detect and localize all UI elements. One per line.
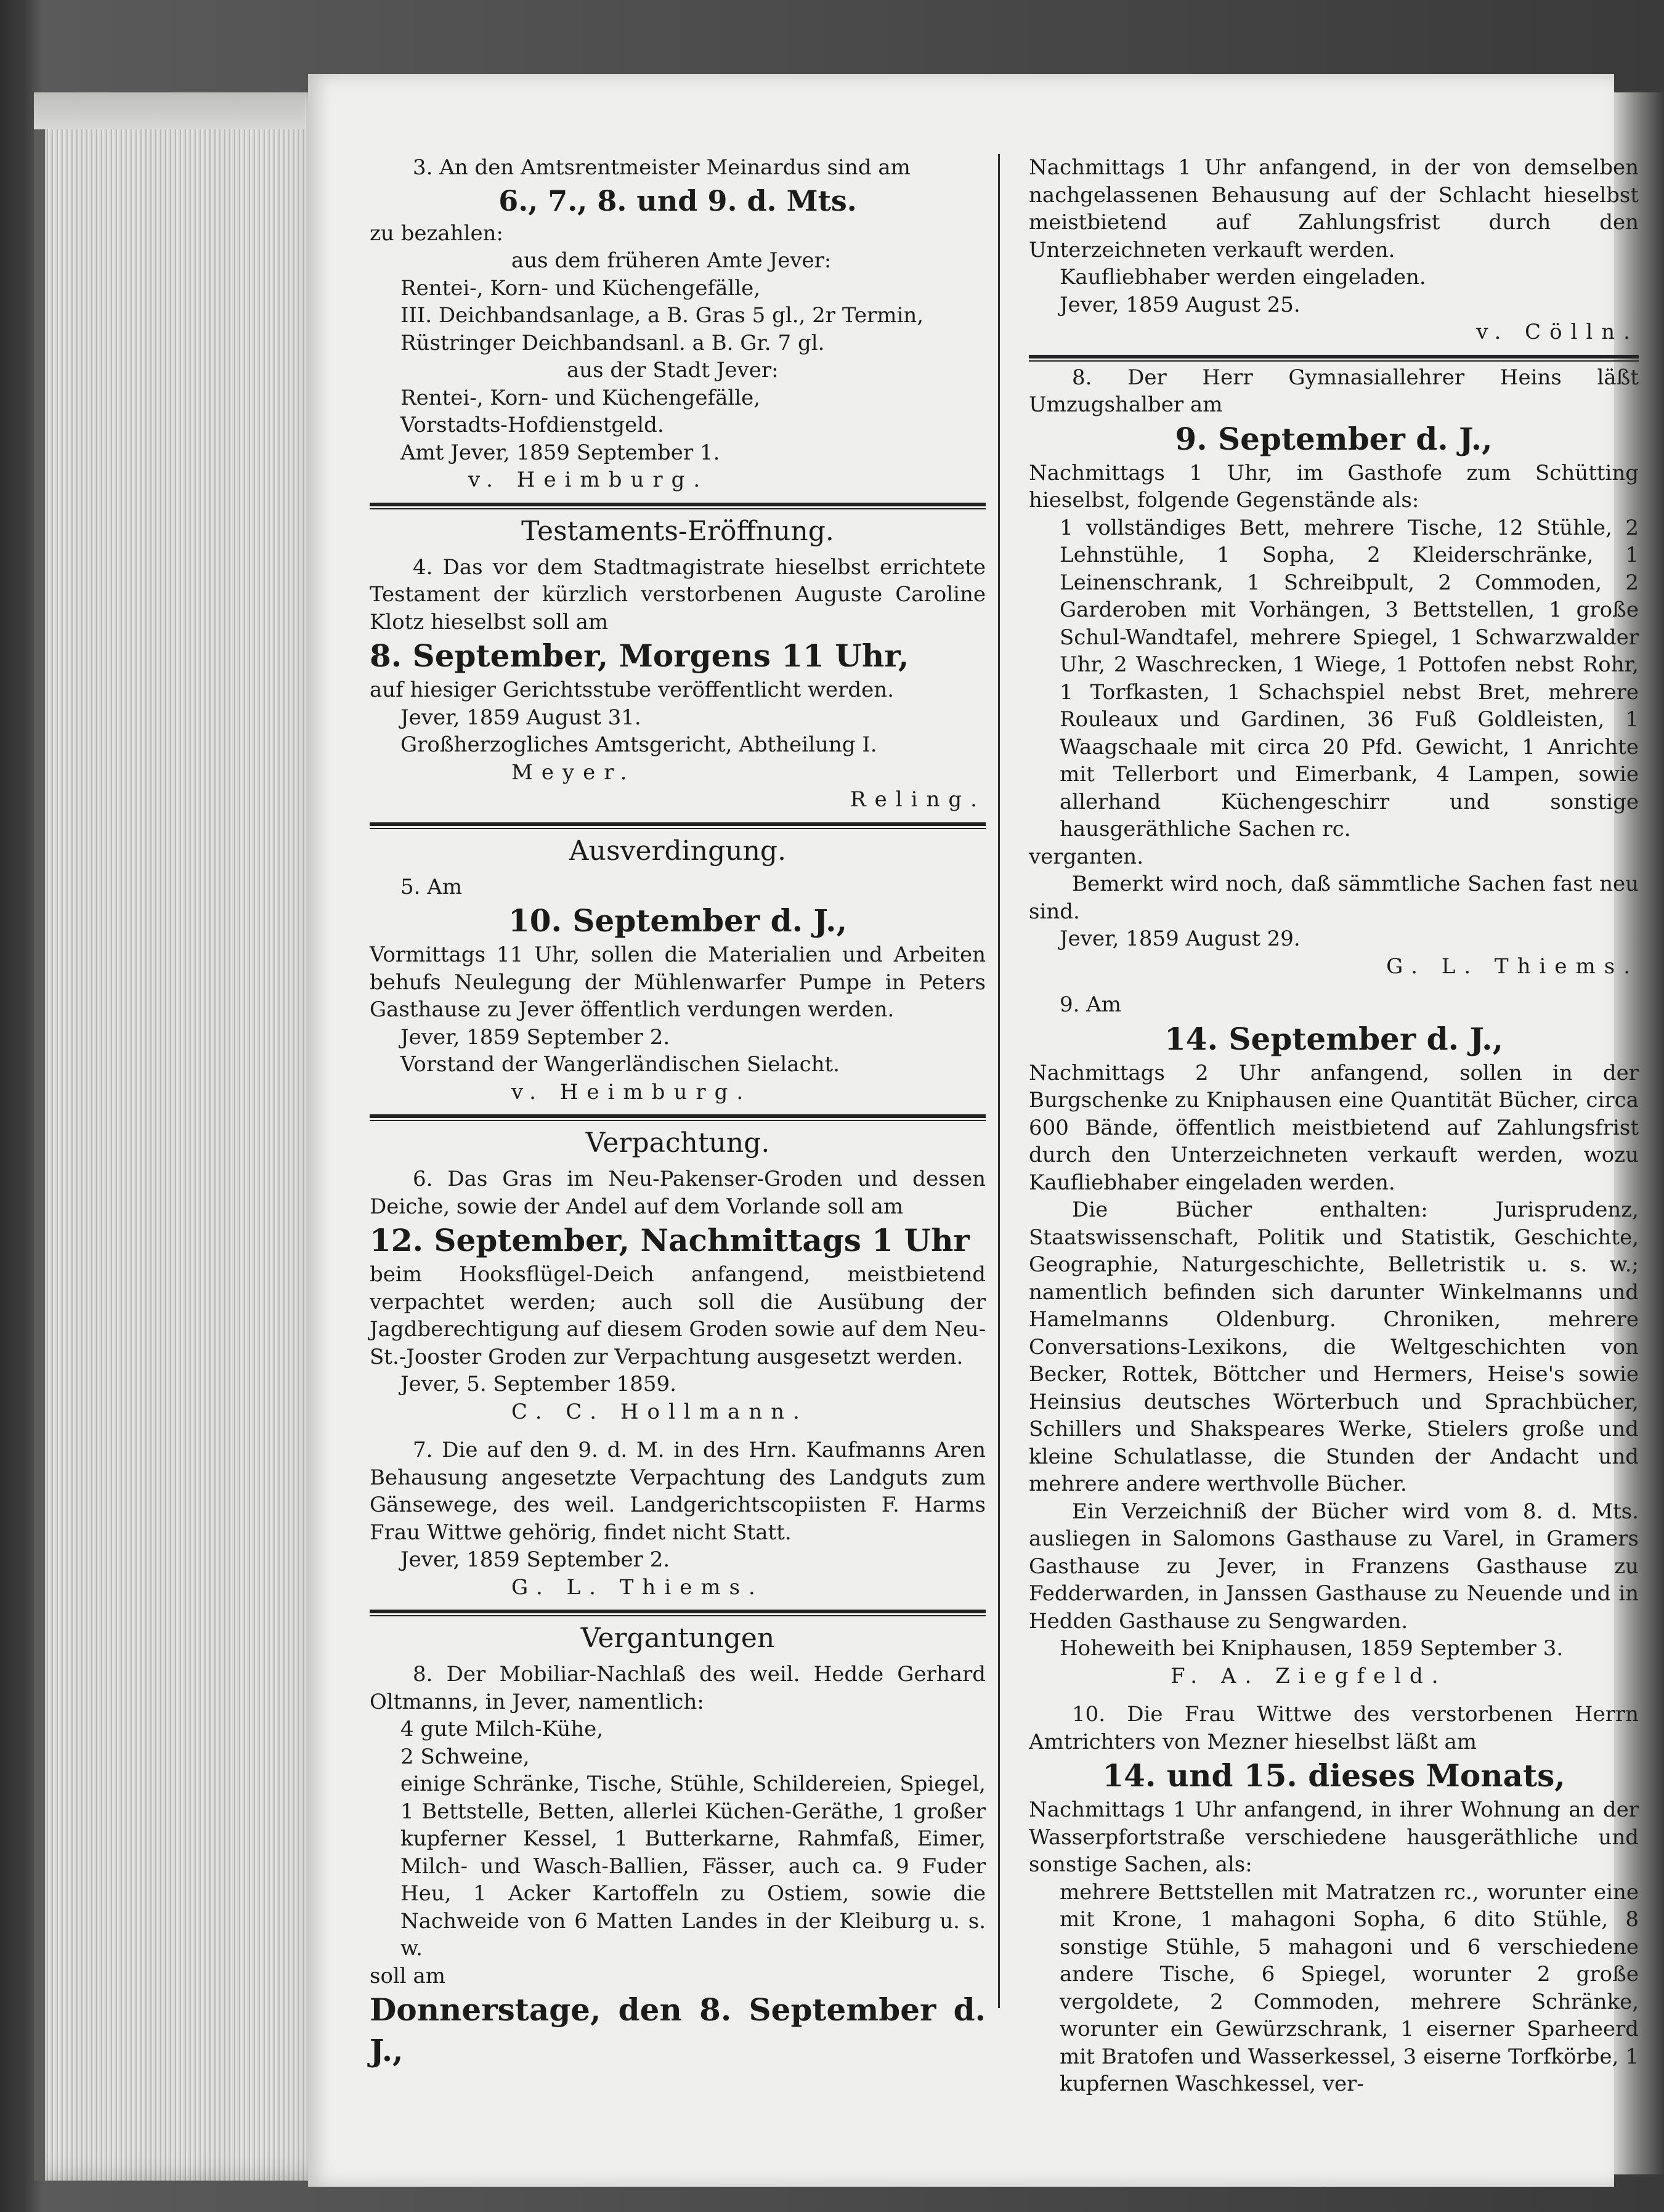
notice-8b-verganten: verganten.: [1029, 844, 1144, 869]
notice-3-signature: v. Heimburg.: [468, 468, 709, 492]
notice-8-date: Donnerstage, den 8. September d. J.,: [370, 1991, 986, 2068]
notice-8b-items: 1 vollständiges Bett, mehrere Tische, 12 Stühle, 2 Lehnstühle, 1 Sopha, 2 Kleiderschränke, 1 Leinenschrank, 1 Schreibpult, 2 Commoden, 2 Garderoben mit Vorhängen, 3 Bettstellen, 1 große Schul-Wandtafel, mehrere Spiegel, 1 Schwarzwalder Uhr, 2 Waschrecken, 1 Wiege, 1 Pottofen nebst Rohr, 1 Torfkasten, 1 Schachspiel nebst Bret, mehrere Rouleaux und Gardinen, 36 Fuß Goldleisten, 1 Waagschaale mit circa 20 Pfd. Gewicht, 1 Anrichte mit Tellerbort und Eimerbank, 4 Lampen, sowie allerhand Küchengeschirr und sonstige hausgeräthliche Sachen rc.: [1060, 515, 1639, 841]
notice-5-line1: 5. Am: [400, 874, 463, 899]
notice-7-signature: G. L. Thiems.: [511, 1574, 764, 1600]
right-column: [1029, 154, 1639, 2098]
notice-8-signature: v. Cölln.: [1476, 320, 1639, 344]
notice-9-line1: 9. Am: [1060, 992, 1122, 1017]
notice-3-line11: Amt Jever, 1859 September 1.: [400, 440, 720, 465]
notice-8-place-date: Jever, 1859 August 25.: [1060, 292, 1301, 317]
notice-10-date: 14. und 15. dieses Monats,: [1102, 1757, 1565, 1794]
section-rule: [370, 822, 986, 829]
notice-8b-text: 8. Der Herr Gymnasiallehrer Heins läßt Umzugshalber am: [1029, 365, 1639, 417]
notice-8-text: 8. Der Mobiliar-Nachlaß des weil. Hedde Gerhard Oltmanns, in Jever, namentlich:: [370, 1662, 986, 1714]
notice-4-text: 4. Das vor dem Stadtmagistrate hieselbst errichtete Testament der kürzlich verstorbenen Auguste Caroline Klotz hieselbst soll am: [370, 554, 986, 634]
notice-3-dates: 6., 7., 8. und 9. d. Mts.: [498, 184, 857, 217]
notice-3-line5: Rentei-, Korn- und Küchengefälle,: [400, 275, 761, 301]
notice-3-line9: Rentei-, Korn- und Küchengefälle,: [400, 385, 761, 410]
notice-8b-line2: Nachmittags 1 Uhr, im Gasthofe zum Schütting hieselbst, folgende Gegenstände als:: [1029, 460, 1639, 512]
notice-8-item1: 4 gute Milch-Kühe,: [400, 1717, 604, 1741]
notice-5-signature: v. Heimburg.: [511, 1079, 752, 1104]
notice-8-continued: Nachmittags 1 Uhr anfangend, in der von demselben nachgelassenen Behausung auf der Schlacht hieselbst meistbietend auf Zahlungsfrist durch den Unterzeichneten verkauft werden.: [1029, 155, 1639, 262]
notice-5-line3: Jever, 1859 September 2.: [400, 1024, 670, 1050]
section-rule: [1029, 355, 1639, 362]
spacer: [1029, 1690, 1639, 1701]
notice-8-invite: Kaufliebhaber werden eingeladen.: [1060, 265, 1426, 290]
notice-4-signature1: Meyer.: [511, 760, 636, 785]
notice-6-signature: C. C. Hollmann.: [511, 1399, 808, 1424]
notice-3-line3: zu bezahlen:: [370, 221, 503, 246]
notice-10-line2: Nachmittags 1 Uhr anfangend, in ihrer Wohnung an der Wasserpfortstraße verschiedene hausgeräthliche und sonstige Sachen, als:: [1029, 1797, 1639, 1877]
notice-4-line4: Großherzogliches Amtsgericht, Abtheilung I.: [400, 732, 877, 757]
section-rule: [370, 1610, 986, 1616]
notice-9-books: Die Bücher enthalten: Jurisprudenz, Staatswissenschaft, Politik und Statistik, Geschichte, Geographie, Naturgeschichte, Belletristik u. s. w.; namentlich befinden sich darunter Winkelmanns und Hamelmanns Oldenburg. Chroniken, mehrere Conversations-Lexikons, die Weltgeschichten von Becker, Rottek, Böttcher und Hermers, Heise's sowie Heinsius deutsches Wörterbuch und Sprachbücher, Schillers und Shakspeares Werke, Stielers große und kleine Schulatlasse, die Stunden der Andacht und mehrere andere werthvolle Bücher.: [1029, 1197, 1639, 1496]
section-heading-vergantungen: Vergantungen: [580, 1623, 775, 1654]
notice-8b-date: 9. September d. J.,: [1175, 420, 1493, 457]
notice-5-line4: Vorstand der Wangerländischen Sielacht.: [400, 1052, 840, 1077]
section-heading-verpachtung: Verpachtung.: [585, 1127, 770, 1159]
left-column: [370, 154, 986, 2071]
notice-6-date: 12. September, Nachmittags 1 Uhr: [370, 1222, 970, 1258]
notice-3-line10: Vorstadts-Hofdienstgeld.: [400, 413, 664, 437]
notice-9-date: 14. September d. J.,: [1164, 1020, 1503, 1057]
notice-9-place-date: Hoheweith bei Kniphausen, 1859 September 3.: [1060, 1636, 1564, 1661]
notice-4-line3: Jever, 1859 August 31.: [400, 705, 641, 730]
notice-9-signature: F. A. Ziegfeld.: [1171, 1663, 1447, 1688]
notice-8-items: einige Schränke, Tische, Stühle, Schildereien, Spiegel, 1 Bettstelle, Betten, allerlei Küchen-Geräthe, 1 großer kupferner Kessel, 1 Butterkarne, Rahmfaß, Eimer, Milch- und Wasch-Ballien, Fässer, auch ca. 9 Fuder Heu, 1 Acker Kartoffeln zu Ostiem, sowie die Nachweide von 6 Matten Landes in der Kleiburg u. s. w.: [400, 1772, 986, 1961]
notice-7-place-date: Jever, 1859 September 2.: [400, 1547, 670, 1572]
section-heading-testament: Testaments-Eröffnung.: [521, 515, 834, 547]
notice-6-details: beim Hooksflügel-Deich anfangend, meistbietend verpachtet werden; auch soll die Ausübung der Jagdberechtigung auf diesem Groden sowie auf dem Neu-St.-Jooster Groden zur Verpachtung ausgesetzt werden.: [370, 1262, 986, 1369]
notice-3-line6: III. Deichbandsanlage, a B. Gras 5 gl., 2r Termin,: [400, 303, 924, 328]
notice-3-line4: aus dem früheren Amte Jever:: [511, 248, 832, 273]
notice-4-signature2: Reling.: [850, 787, 986, 812]
spacer: [1029, 980, 1639, 991]
notice-8-item2: 2 Schweine,: [400, 1744, 530, 1769]
book-top-edge: [34, 92, 305, 129]
spacer: [370, 1425, 986, 1436]
notice-8-line5: soll am: [370, 1963, 445, 1988]
notice-9-catalog: Ein Verzeichniß der Bücher wird vom 8. d. Mts. ausliegen in Salomons Gasthause zu Varel, in Gramers Gasthause zu Jever, in Franzens Gasthause zu Fedderwarden, in Janssen Gasthause zu Neuende und in Hedden Gasthause zu Sengwarden.: [1029, 1499, 1639, 1634]
notice-3-line1: 3. An den Amtsrentmeister Meinardus sind am: [413, 155, 911, 180]
notice-8b-signature: G. L. Thiems.: [1386, 954, 1639, 979]
notice-8b-place-date: Jever, 1859 August 29.: [1060, 926, 1301, 951]
notice-9-text: Nachmittags 2 Uhr anfangend, sollen in der Burgschenke zu Kniphausen eine Quantität Bücher, circa 600 Bände, öffentlich meistbietend auf Zahlungsfrist durch den Unterzeichneten verkauft werden, wozu Kaufliebhaber eingeladen werden.: [1029, 1060, 1639, 1195]
notice-10-text: 10. Die Frau Wittwe des verstorbenen Herrn Amtrichters von Mezner hieselbst läßt am: [1029, 1702, 1639, 1754]
notice-3-line7: Rüstringer Deichbandsanl. a B. Gr. 7 gl.: [400, 330, 825, 355]
notice-4-date: 8. September, Morgens 11 Uhr,: [370, 638, 909, 674]
notice-4-line2: auf hiesiger Gerichtsstube veröffentlicht werden.: [370, 678, 894, 702]
notice-6-place-date: Jever, 5. September 1859.: [400, 1372, 676, 1396]
notice-3-line8: aus der Stadt Jever:: [567, 358, 779, 383]
book-page-edges: [34, 92, 328, 2181]
notice-5-text: Vormittags 11 Uhr, sollen die Materialien und Arbeiten behufs Neulegung der Mühlenwarfer Pumpe in Peters Gasthause zu Jever öffentlich verdungen werden.: [370, 942, 986, 1022]
notice-5-date: 10. September d. J.,: [508, 902, 847, 939]
notice-7-text: 7. Die auf den 9. d. M. in des Hrn. Kaufmanns Aren Behausung angesetzte Verpachtung des Landguts zum Gänsewege, des weil. Landgerichtscopiisten F. Harms Frau Wittwe gehörig, findet nicht Statt.: [370, 1438, 986, 1545]
notice-10-items: mehrere Bettstellen mit Matratzen rc., worunter eine mit Krone, 1 mahagoni Sopha, 6 dito Stühle, 8 sonstige Stühle, 5 mahagoni und 6 verschiedene andere Tische, 6 Spiegel, worunter 2 große vergoldete, 2 Commoden, mehrere Schränke, worunter ein Gewürzschrank, 1 eiserner Sparheerd mit Bratofen und Wasserkessel, 3 eiserne Torfkörbe, 1 kupfernen Waschkessel, ver-: [1060, 1879, 1639, 2096]
notice-6-text: 6. Das Gras im Neu-Pakenser-Groden und dessen Deiche, sowie der Andel auf dem Vorlande soll am: [370, 1167, 986, 1219]
column-divider: [998, 154, 1000, 2008]
section-heading-ausverdingung: Ausverdingung.: [569, 835, 787, 867]
section-rule: [370, 503, 986, 509]
section-rule: [370, 1114, 986, 1121]
notice-8b-remark: Bemerkt wird noch, daß sämmtliche Sachen fast neu sind.: [1029, 872, 1639, 924]
